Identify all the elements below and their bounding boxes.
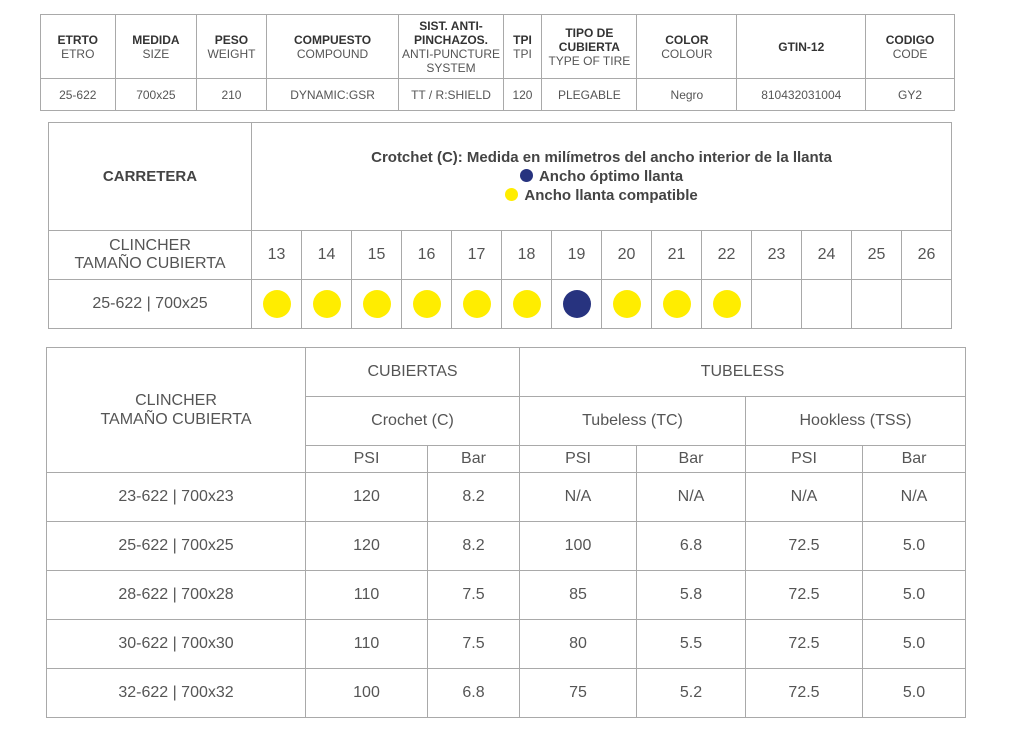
pressure-value-cell: N/A bbox=[637, 473, 746, 522]
pressure-value-cell: 120 bbox=[306, 522, 428, 571]
rim-width-cell: 18 bbox=[502, 231, 552, 280]
rim-width-cell: 22 bbox=[702, 231, 752, 280]
legend-compatible: Ancho llanta compatible bbox=[252, 186, 951, 205]
tire-size-cell: 23-622 | 700x23 bbox=[47, 473, 306, 522]
value-weight: 210 bbox=[197, 79, 266, 111]
rim-width-cell: 26 bbox=[902, 231, 952, 280]
pressure-value-cell: 6.8 bbox=[428, 669, 520, 718]
compatible-dot-icon bbox=[313, 290, 341, 318]
pressure-value-cell: 5.0 bbox=[863, 571, 966, 620]
tire-size-cell: 30-622 | 700x30 bbox=[47, 620, 306, 669]
rim-fit-cell bbox=[402, 280, 452, 329]
rim-fit-cell bbox=[652, 280, 702, 329]
pressure-value-cell: 100 bbox=[520, 522, 637, 571]
pressure-value-cell: 80 bbox=[520, 620, 637, 669]
compatible-dot-icon bbox=[363, 290, 391, 318]
unit-bar: Bar bbox=[863, 446, 966, 473]
section-label: CARRETERA bbox=[49, 123, 252, 231]
compatible-dot-icon bbox=[663, 290, 691, 318]
compatible-dot-icon bbox=[263, 290, 291, 318]
pressure-value-cell: 5.2 bbox=[637, 669, 746, 718]
compatible-dot-icon bbox=[613, 290, 641, 318]
rim-width-cell: 17 bbox=[452, 231, 502, 280]
legend-optimal: Ancho óptimo llanta bbox=[252, 167, 951, 186]
rim-fit-row bbox=[49, 280, 952, 329]
pressure-value-cell: N/A bbox=[746, 473, 863, 522]
rim-fit-cell bbox=[702, 280, 752, 329]
rim-width-cell: 25 bbox=[852, 231, 902, 280]
rim-width-cell: 20 bbox=[602, 231, 652, 280]
pressure-value-cell: 5.0 bbox=[863, 620, 966, 669]
header-compound: COMPUESTO COMPOUND bbox=[266, 15, 399, 79]
rim-compatibility-table bbox=[48, 122, 952, 329]
unit-psi: PSI bbox=[520, 446, 637, 473]
rim-width-cell: 15 bbox=[352, 231, 402, 280]
header-colour: COLOR COLOUR bbox=[637, 15, 737, 79]
rim-width-cell: 19 bbox=[552, 231, 602, 280]
rim-fit-cell bbox=[452, 280, 502, 329]
pressure-value-cell: 85 bbox=[520, 571, 637, 620]
pressure-value-cell: 5.0 bbox=[863, 522, 966, 571]
pressure-value-cell: 5.0 bbox=[863, 669, 966, 718]
pressure-value-cell: N/A bbox=[520, 473, 637, 522]
pressure-value-cell: 8.2 bbox=[428, 473, 520, 522]
pressure-value-cell: 5.5 bbox=[637, 620, 746, 669]
header-gtin: GTIN-12 bbox=[737, 15, 866, 79]
unit-bar: Bar bbox=[637, 446, 746, 473]
pressure-value-cell: 72.5 bbox=[746, 571, 863, 620]
pressure-table bbox=[46, 347, 966, 718]
rim-width-cell: 23 bbox=[752, 231, 802, 280]
value-gtin: 810432031004 bbox=[737, 79, 866, 111]
pressure-row bbox=[47, 473, 966, 522]
pressure-row bbox=[47, 522, 966, 571]
header-code: CODIGO CODE bbox=[866, 15, 955, 79]
compatible-dot-icon bbox=[513, 290, 541, 318]
value-compound: DYNAMIC:GSR bbox=[266, 79, 399, 111]
compatible-dot-icon bbox=[505, 188, 518, 201]
pressure-value-cell: 75 bbox=[520, 669, 637, 718]
value-code: GY2 bbox=[866, 79, 955, 111]
tire-size-cell: 25-622 | 700x25 bbox=[47, 522, 306, 571]
pressure-row bbox=[47, 669, 966, 718]
rim-width-cell: 14 bbox=[302, 231, 352, 280]
header-tpi: TPI TPI bbox=[503, 15, 542, 79]
specs-table bbox=[40, 14, 955, 111]
compatible-dot-icon bbox=[713, 290, 741, 318]
specs-value-row bbox=[41, 79, 955, 111]
compatible-dot-icon bbox=[413, 290, 441, 318]
pressure-value-cell: 72.5 bbox=[746, 669, 863, 718]
sub-crochet: Crochet (C) bbox=[306, 397, 520, 446]
clincher-size-header: CLINCHER TAMAÑO CUBIERTA bbox=[49, 231, 252, 280]
pressure-value-cell: 110 bbox=[306, 571, 428, 620]
header-anti-puncture: SIST. ANTI-PINCHAZOS. ANTI-PUNCTURE SYSTEM bbox=[399, 15, 503, 79]
legend-title: Crotchet (C): Medida en milímetros del ancho interior de la llanta bbox=[371, 149, 833, 166]
pressure-value-cell: 110 bbox=[306, 620, 428, 669]
header-weight: PESO WEIGHT bbox=[197, 15, 266, 79]
value-size: 700x25 bbox=[115, 79, 197, 111]
pressure-value-cell: 72.5 bbox=[746, 522, 863, 571]
sub-hookless: Hookless (TSS) bbox=[746, 397, 966, 446]
tire-size-cell: 28-622 | 700x28 bbox=[47, 571, 306, 620]
pressure-value-cell: 5.8 bbox=[637, 571, 746, 620]
rim-fit-cell bbox=[802, 280, 852, 329]
rim-fit-cell bbox=[602, 280, 652, 329]
pressure-value-cell: 72.5 bbox=[746, 620, 863, 669]
pressure-value-cell: 6.8 bbox=[637, 522, 746, 571]
rim-fit-cell bbox=[252, 280, 302, 329]
pressure-row bbox=[47, 620, 966, 669]
specs-header-row bbox=[41, 15, 955, 79]
unit-bar: Bar bbox=[428, 446, 520, 473]
pressure-row-header: CLINCHER TAMAÑO CUBIERTA bbox=[47, 348, 306, 473]
tire-size-label: 25-622 | 700x25 bbox=[49, 280, 252, 329]
rim-width-cell: 16 bbox=[402, 231, 452, 280]
rim-width-cell: 24 bbox=[802, 231, 852, 280]
optimal-dot-icon bbox=[520, 169, 533, 182]
rim-fit-cell bbox=[302, 280, 352, 329]
header-etrto: ETRTO ETRO bbox=[41, 15, 116, 79]
group-tubeless: TUBELESS bbox=[520, 348, 966, 397]
value-tpi: 120 bbox=[503, 79, 542, 111]
group-cubiertas: CUBIERTAS bbox=[306, 348, 520, 397]
tire-size-cell: 32-622 | 700x32 bbox=[47, 669, 306, 718]
pressure-row bbox=[47, 571, 966, 620]
value-anti-puncture: TT / R:SHIELD bbox=[399, 79, 503, 111]
header-tire-type: TIPO DE CUBIERTA TYPE OF TIRE bbox=[542, 15, 637, 79]
rim-fit-cell bbox=[852, 280, 902, 329]
optimal-dot-icon bbox=[563, 290, 591, 318]
value-colour: Negro bbox=[637, 79, 737, 111]
rim-fit-cell bbox=[752, 280, 802, 329]
rim-fit-cell bbox=[502, 280, 552, 329]
rim-width-cell: 13 bbox=[252, 231, 302, 280]
rim-width-cell: 21 bbox=[652, 231, 702, 280]
rim-legend bbox=[252, 123, 952, 231]
pressure-value-cell: 7.5 bbox=[428, 620, 520, 669]
rim-width-header-row bbox=[49, 231, 952, 280]
pressure-value-cell: N/A bbox=[863, 473, 966, 522]
unit-psi: PSI bbox=[306, 446, 428, 473]
rim-fit-cell bbox=[902, 280, 952, 329]
rim-fit-cell bbox=[552, 280, 602, 329]
sub-tubeless: Tubeless (TC) bbox=[520, 397, 746, 446]
pressure-value-cell: 120 bbox=[306, 473, 428, 522]
value-tire-type: PLEGABLE bbox=[542, 79, 637, 111]
pressure-value-cell: 7.5 bbox=[428, 571, 520, 620]
pressure-value-cell: 100 bbox=[306, 669, 428, 718]
unit-psi: PSI bbox=[746, 446, 863, 473]
value-etrto: 25-622 bbox=[41, 79, 116, 111]
compatible-dot-icon bbox=[463, 290, 491, 318]
header-size: MEDIDA SIZE bbox=[115, 15, 197, 79]
pressure-value-cell: 8.2 bbox=[428, 522, 520, 571]
rim-fit-cell bbox=[352, 280, 402, 329]
